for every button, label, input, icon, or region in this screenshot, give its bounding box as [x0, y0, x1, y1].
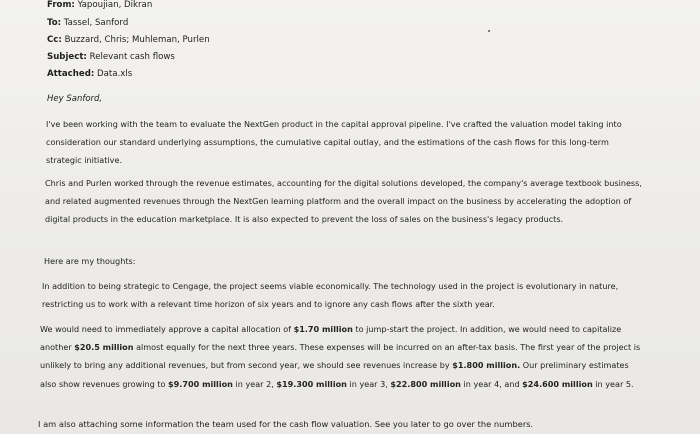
- to-value: Tassel, Sanford: [63, 18, 129, 28]
- p4-text-6: in year 3,: [346, 378, 391, 389]
- p4-text-8: in year 5.: [592, 378, 634, 389]
- p4-text-3: almost equally for the next three years. These expenses will be incurred on an after-tax basis. The first year of the project is unlikely to bring any additional revenues, but from second year, we should see revenues increase by: [40, 342, 641, 371]
- attached-label: Attached:: [47, 69, 95, 79]
- p4-text-2: to jump-start the project. In addition, we would need to capitalize another: [40, 324, 622, 353]
- to-label: To:: [47, 18, 62, 28]
- p4-text-7: in year 4, and: [460, 378, 523, 389]
- year-2-revenue: $9.700 million: [168, 378, 233, 389]
- thoughts-heading: Here are my thoughts:: [44, 256, 136, 266]
- capitalize-value: $20.5 million: [74, 342, 134, 353]
- paragraph-4: [40, 320, 644, 393]
- subject-line: [47, 51, 175, 63]
- capital-allocation-value: $1.70 million: [293, 324, 353, 334]
- closing-line: I am also attaching some information the team used for the cash flow valuation. See you later to go over the numbers.: [38, 419, 534, 429]
- attachment-line: [47, 68, 132, 80]
- revenue-increase-value: $1.800 million.: [452, 360, 521, 371]
- attachment-link[interactable]: Data.xls: [97, 69, 133, 79]
- p4-text-1: We would need to immediately approve a capital allocation of: [40, 324, 294, 334]
- from-label: From:: [47, 0, 75, 10]
- stray-mark: [488, 30, 490, 32]
- greeting: Hey Sanford,: [47, 94, 103, 104]
- paragraph-1: I've been working with the team to evaluate the NextGen product in the capital approval pipeline. I've crafted the valuation model taking into consideration our standard underlying assumptions, the cumulative capital outlay, and the estimations of the cash flows for this long-term strategic initiative.: [46, 119, 622, 166]
- p4-text-5: in year 2,: [232, 378, 277, 389]
- cc-label: Cc:: [47, 35, 62, 45]
- subject-value: Relevant cash flows: [89, 52, 175, 62]
- paragraph-3: In addition to being strategic to Cengage, the project seems viable economically. The technology used in the project is evolutionary in nature, restricting us to work with a relevant time horizon of six years and to ignore any cash flows after the sixth year.: [42, 281, 619, 310]
- from-value: Yapoujian, Dikran: [77, 0, 153, 10]
- year-3-revenue: $19.300 million: [276, 378, 347, 389]
- paragraph-2: Chris and Purlen worked through the revenue estimates, accounting for the digital solutions developed, the company's average textbook business, and related augmented revenues through the NextGen learning platform and the overall impact on the business by accelerating the adoption of digital products in the education marketplace. It is also expected to prevent the loss of sales on the business's legacy products.: [45, 178, 642, 225]
- year-5-revenue: $24.600 million: [522, 378, 593, 389]
- cc-line: [47, 34, 210, 46]
- subject-label: Subject:: [47, 52, 87, 62]
- to-line: [47, 17, 128, 29]
- year-4-revenue: $22.800 million: [390, 378, 461, 389]
- cc-value: Buzzard, Chris; Muhleman, Purlen: [64, 35, 210, 45]
- from-line: [47, 0, 152, 11]
- p4-text-4: Our preliminary estimates also show revenues growing to: [40, 360, 629, 389]
